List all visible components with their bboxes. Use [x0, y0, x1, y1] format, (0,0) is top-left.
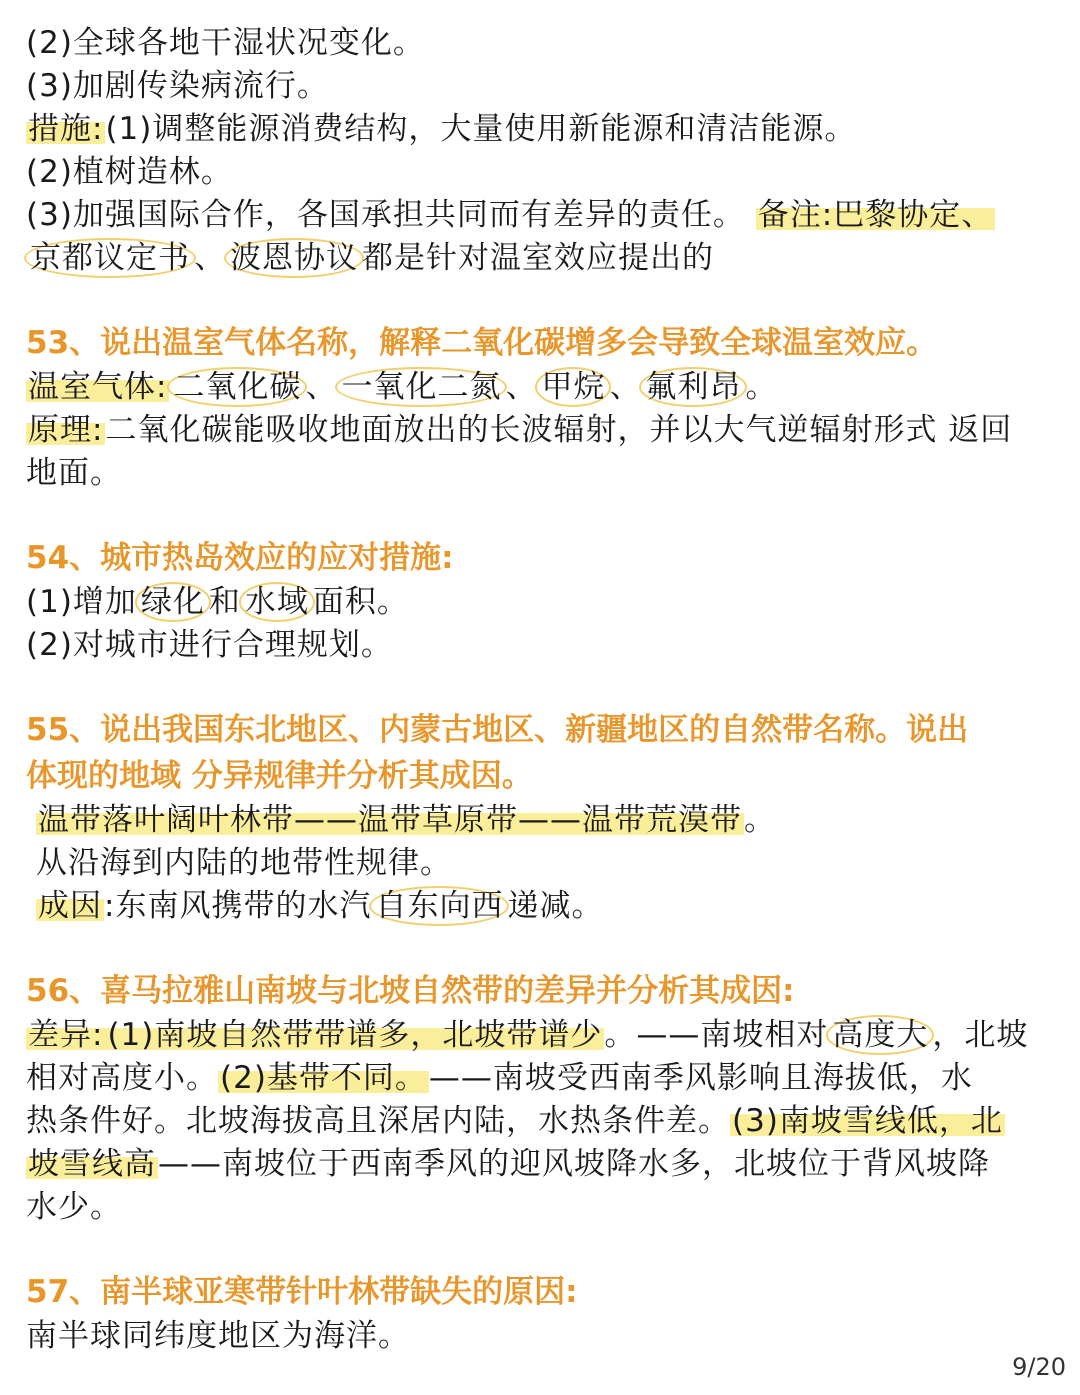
line-text: ——南坡受西南季风影响且海拔低，水 — [428, 1060, 973, 1096]
text-line — [26, 452, 1060, 495]
line-text: 递减。 — [507, 888, 604, 924]
question-55-heading-cont: 体现的地域 分异规律并分析其成因。 — [26, 758, 533, 794]
greening-circled: 绿化 — [135, 582, 211, 622]
line-text: (3)加强国际合作，各国承担共同而有差异的责任。 — [26, 197, 745, 233]
gas-co2: 二氧化碳 — [167, 367, 307, 407]
line-text: ——南坡位于西南季风的迎风坡降水多，北坡位于背风坡降 — [158, 1146, 990, 1182]
text-line — [26, 65, 1060, 108]
line-text: 相对高度小。 — [26, 1060, 218, 1096]
water-area-circled: 水域 — [239, 582, 315, 622]
text-line — [26, 1100, 1060, 1143]
notes-page — [26, 22, 1060, 1358]
separator: 、 — [505, 369, 538, 405]
line-text: 地面。 — [26, 455, 122, 491]
east-to-west-circled: 自东向西 — [369, 886, 509, 926]
difference-highlight: (1)南坡自然带带谱多，北坡带谱少 — [107, 1017, 603, 1053]
height-circled: 高度大 — [826, 1015, 934, 1055]
kyoto-circled: 京都议定书 — [24, 238, 196, 278]
line-text: (2)植树造林。 — [26, 154, 233, 190]
line-text: (3)加剧传染病流行。 — [26, 68, 329, 104]
text-line — [26, 1057, 1060, 1100]
gas-line — [26, 366, 1060, 409]
line-end: 。 — [745, 369, 778, 405]
text-line — [26, 22, 1060, 65]
zones-line — [26, 799, 1060, 842]
line-text: 都是针对温室效应提出的 — [362, 240, 714, 276]
text-line — [26, 842, 1060, 885]
line-text: 和 — [208, 584, 241, 620]
zones-highlight: 温带落叶阔叶林带——温带草原带——温带荒漠带 — [38, 802, 742, 838]
text-line — [26, 194, 1060, 237]
line-end: 。 — [744, 802, 776, 838]
line-text: 热条件好。北坡海拔高且深居内陆，水热条件差。 — [26, 1103, 730, 1139]
principle-line — [26, 409, 1060, 452]
question-56-heading: 56、喜马拉雅山南坡与北坡自然带的差异并分析其成因: — [26, 973, 795, 1009]
separator: 、 — [609, 369, 642, 405]
line-text: 面积。 — [312, 584, 409, 620]
snowline-highlight: (3)南坡雪线低，北 — [732, 1103, 1003, 1139]
measures-line — [26, 108, 1060, 151]
difference-line — [26, 1014, 1060, 1057]
gas-label: 温室气体: — [28, 369, 168, 405]
difference-label: 差异: — [28, 1017, 104, 1053]
text-line — [26, 1186, 1060, 1229]
text-line — [26, 151, 1060, 194]
gas-cfc: 氟利昂 — [639, 367, 747, 407]
text-line — [26, 1143, 1060, 1186]
line-text: (1)增加 — [26, 584, 137, 620]
snowline-highlight-cont: 坡雪线高 — [28, 1146, 156, 1182]
base-zone-highlight: (2)基带不同。 — [220, 1060, 427, 1096]
line-text: (2)对城市进行合理规划。 — [26, 627, 393, 663]
cause-label: 成因 — [38, 888, 102, 924]
line-text: (1)调整能源消费结构，大量使用新能源和清洁能源。 — [105, 111, 857, 147]
line-text: 。——南坡相对 — [604, 1017, 829, 1053]
line-text: 南半球同纬度地区为海洋。 — [26, 1318, 410, 1354]
text-line — [26, 581, 1060, 624]
question-55-heading: 55、说出我国东北地区、内蒙古地区、新疆地区的自然带名称。说出 — [26, 712, 969, 748]
line-text: 从沿海到内陆的地带性规律。 — [36, 845, 452, 881]
line-text: 、 — [194, 240, 226, 276]
question-54-heading: 54、城市热岛效应的应对措施: — [26, 540, 454, 576]
line-text: ，北坡 — [932, 1017, 1029, 1053]
measures-label: 措施: — [28, 111, 104, 147]
gas-n2o: 一氧化二氮 — [335, 367, 507, 407]
separator: 、 — [305, 369, 338, 405]
note-highlight: 备注:巴黎协定、 — [757, 197, 994, 233]
cause-line — [26, 885, 1060, 928]
bonn-circled: 波恩协议 — [224, 238, 364, 278]
question-57-heading: 57、南半球亚寒带针叶林带缺失的原因: — [26, 1274, 578, 1310]
line-text: 水少。 — [26, 1189, 122, 1225]
line-text: 二氧化碳能吸收地面放出的长波辐射，并以大气逆辐射形式 返回 — [105, 412, 1013, 448]
page-number: 9/20 — [1012, 1353, 1066, 1381]
line-text: :东南风携带的水汽 — [104, 888, 372, 924]
text-line — [26, 1315, 1060, 1358]
line-text: (2)全球各地干湿状况变化。 — [26, 25, 425, 61]
gas-ch4: 甲烷 — [535, 367, 611, 407]
text-line — [26, 237, 1060, 280]
question-53-heading: 53、说出温室气体名称，解释二氧化碳增多会导致全球温室效应。 — [26, 325, 938, 361]
principle-label: 原理: — [28, 412, 104, 448]
text-line — [26, 624, 1060, 667]
